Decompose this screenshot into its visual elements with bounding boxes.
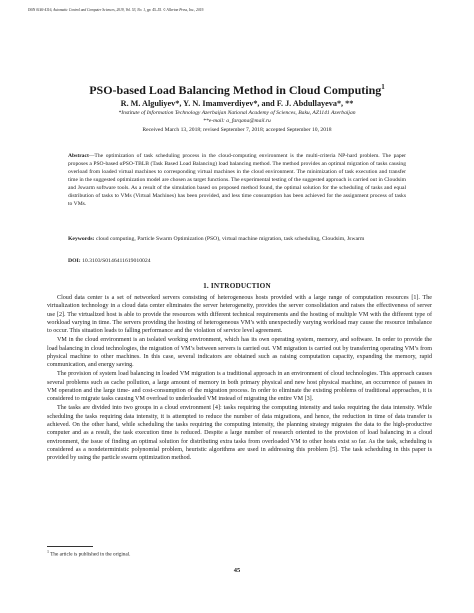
article-title (20, 80, 454, 97)
doi-text: 10.3103/S0146411619010024 (80, 258, 151, 264)
footnote-text: The article is published in the original. (49, 551, 131, 558)
abstract (68, 153, 406, 209)
footnote-mark: 1 (47, 549, 49, 554)
paragraph: Cloud data center is a set of networked servers consisting of heterogeneous hosts provided with a large range of computation resources [1]. The virtualization technology in a cloud data center eliminates the server heterogeneity, provides the server consolidation and raises the effectiveness of server use [2]. The virtualized host is able to provide the resources with different technical requirements and the hosting of multiple VM with the different type of workload varying in time. The servers providing the hosting of heterogeneous VM’s with unexpectedly varying workload may cause the resource imbalance to occur. This situation leads to falling performance and the violation of service level agreement. (47, 295, 432, 335)
paragraph: The tasks are divided into two groups in a cloud environment [4]: tasks requiring the computing intensity and tasks requiring the data intensity. While scheduling the tasks requiring data intensity, it is attempted to reduce the number of data migrations, and hence, the reduction in time of data transfer is achieved. On the other hand, while scheduling the tasks requiring the computing intensity, the planning strategy migrates the data to the high-productive computer and as a result, the task execution time is reduced. Despite a large number of research oriented to the provision of load balancing in a cloud environment, the issue of finding an optimal solution for distributing extra tasks from overloaded VM to other hosts exist so far. As the task, scheduling is considered as a nondeterministic polynomial problem, heuristic algorithms are used in addressing this problem [5]. The task scheduling in this paper is provided by using the particle swarm optimization method. (47, 405, 432, 462)
contact-email: **e-mail: a_farqana@mail.ru (203, 118, 271, 124)
received-dates: Received March 13, 2018; revised September 7, 2018; accepted September 10, 2018 (142, 127, 332, 133)
footnote-divider (47, 546, 93, 547)
paragraph: The provision of system load balancing in loaded VM migration is a traditional approach in an environment of cloud technologies. This approach causes several problems such as cache pollution, a large amount of memory in both primary physical and new host physical machine, an occurrence of pauses in VM operation and the large time- and cost-consumption of the migration process. In order to eliminate the existing problems of traditional approaches, it is considered to migrate tasks causing VM overload to underloaded VM instead of migrating the entire VM [3]. (47, 371, 432, 403)
keywords (68, 235, 406, 243)
keywords-text: cloud computing, Particle Swarm Optimization (PSO), virtual machine migration, task scheduling, Cloudsim, Jswarm (94, 236, 365, 242)
doi (68, 257, 406, 265)
affiliation: *Institute of Information Technology Azerbaijan National Academy of Sciences, Baku, AZ1141 Azerbaijan (118, 110, 356, 116)
title-footnote-mark: 1 (381, 83, 385, 91)
page-number: 45 (233, 567, 241, 574)
body-text (47, 294, 432, 463)
title-text: PSO-based Load Balancing Method in Cloud Computing (89, 83, 382, 97)
section-heading-introduction: 1. INTRODUCTION (203, 282, 271, 290)
abstract-label: Abstract (68, 153, 89, 159)
running-head: ISSN 0146-4116, Automatic Control and Computer Sciences, 2019, Vol. 53, No. 1, pp. 45–55. © Allerton Press, Inc., 2019. (28, 8, 205, 12)
author-list: R. M. Alguliyev*, Y. N. Imamverdiyev*, and F. J. Abdullayeva*, ** (120, 99, 354, 108)
paragraph: VM in the cloud environment is an isolated working environment, which has its own operating system, memory, and software. In order to provide the load balancing in cloud technologies, the migration of VM’s between servers is carried out. VM migration is carried out by transferring operating VM’s from physical machine to other machines. In this case, several indicators are obtained such as raising computation capacity, expanding the memory, rapid communication, and energy saving. (47, 337, 432, 369)
abstract-text: —The optimization of task scheduling process in the cloud-computing environment is the multi-criteria NP-hard problem. The paper proposes a PSO-based αPSO-TBLB (Task Based Load Balancing) load balancing method. The method provides an optimal migration of tasks causing overload from loaded virtual machines to corresponding virtual machines in the cloud environment. The minimization of task execution and transfer time in the suggested optimization model are chosen as target functions. The experimental testing of the suggested approach is carried out in Cloudsim and Jswarm software tools. As a result of the simulation based on proposed method found, the optimal solution for the scheduling of tasks and equal distribution of tasks to VMs (Virtual Machines) has been provided, and less time consumption has been achieved for the assignment process of tasks to VMs. (68, 153, 406, 207)
footnote (47, 548, 432, 559)
keywords-label: Keywords: (68, 236, 95, 242)
doi-label: DOI: (68, 258, 81, 264)
